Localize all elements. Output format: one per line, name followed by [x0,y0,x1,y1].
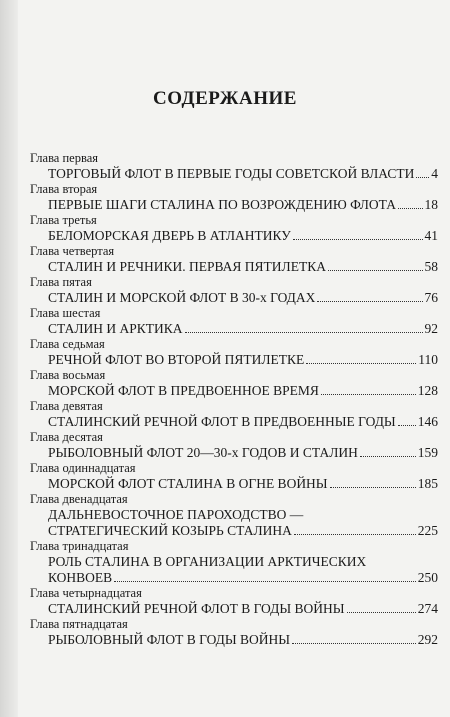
chapter-title: ПЕРВЫЕ ШАГИ СТАЛИНА ПО ВОЗРОЖДЕНИЮ ФЛОТА [48,197,396,212]
chapter-title: БЕЛОМОРСКАЯ ДВЕРЬ В АТЛАНТИКУ [48,228,291,243]
chapter-title-line [48,351,438,368]
page-number: 146 [417,414,438,429]
dot-leader [321,394,416,395]
page-number: 185 [417,476,438,491]
chapter-label: Глава четырнадцатая [30,586,142,600]
chapter-title-line [48,289,438,306]
toc-entry [30,151,440,182]
dot-leader [330,487,416,488]
toc-entry [30,492,440,539]
chapter-title: СТАЛИНСКИЙ РЕЧНОЙ ФЛОТ В ПРЕДВОЕННЫЕ ГОДЫ [48,414,396,429]
table-of-contents [30,151,440,648]
chapter-label: Глава тринадцатая [30,539,129,553]
chapter-title-line [48,320,438,337]
dot-leader [416,177,429,178]
chapter-title-line [48,523,438,539]
chapter-title-line [48,600,438,617]
chapter-title-line [48,570,438,586]
chapter-title: ДАЛЬНЕВОСТОЧНОЕ ПАРОХОДСТВО — [48,507,304,522]
chapter-title-line [48,227,438,244]
page-number: 274 [417,601,438,616]
chapter-title-line [48,475,438,492]
chapter-label: Глава третья [30,213,97,227]
chapter-title: РОЛЬ СТАЛИНА В ОРГАНИЗАЦИИ АРКТИЧЕСКИХ [48,554,367,569]
page-number: 128 [417,383,438,398]
chapter-title-line [48,444,438,461]
dot-leader [360,456,416,457]
dot-leader [317,301,422,302]
toc-entry [30,368,440,399]
chapter-label: Глава четвертая [30,244,115,258]
chapter-label: Глава седьмая [30,337,105,351]
page-number: 18 [424,197,438,212]
toc-entry [30,244,440,275]
toc-entry [30,461,440,492]
chapter-label: Глава шестая [30,306,101,320]
chapter-label: Глава двенадцатая [30,492,128,506]
chapter-title: СТАЛИН И АРКТИКА [48,321,183,336]
toc-entry [30,337,440,368]
toc-entry [30,399,440,430]
chapter-label: Глава вторая [30,182,98,196]
toc-entry [30,213,440,244]
dot-leader [292,643,416,644]
dot-leader [347,612,416,613]
chapter-title: РЫБОЛОВНЫЙ ФЛОТ В ГОДЫ ВОЙНЫ [48,632,291,647]
page-number: 4 [431,166,438,181]
chapter-title-line [48,553,438,570]
chapter-title: РЫБОЛОВНЫЙ ФЛОТ 20—30-х ГОДОВ И СТАЛИН [48,445,358,460]
toc-entry [30,275,440,306]
chapter-label: Глава десятая [30,430,103,444]
chapter-title-line [48,382,438,399]
dot-leader [114,581,416,582]
page-number: 58 [424,259,438,274]
chapter-title: КОНВОЕВ [48,570,113,585]
page-number: 250 [417,570,438,585]
chapter-title-line [48,413,438,430]
chapter-title: ТОРГОВЫЙ ФЛОТ В ПЕРВЫЕ ГОДЫ СОВЕТСКОЙ ВЛАСТИ [48,166,415,181]
toc-entry [30,430,440,461]
dot-leader [398,208,423,209]
dot-leader [185,332,423,333]
chapter-title: РЕЧНОЙ ФЛОТ ВО ВТОРОЙ ПЯТИЛЕТКЕ [48,352,305,367]
chapter-label: Глава первая [30,151,99,165]
chapter-title-line [48,258,438,275]
chapter-title: СТАЛИН И МОРСКОЙ ФЛОТ В 30-х ГОДАХ [48,290,316,305]
page-title: СОДЕРЖАНИЕ [153,88,297,109]
toc-entry [30,306,440,337]
toc-entry [30,182,440,213]
chapter-label: Глава девятая [30,399,103,413]
page-number: 76 [424,290,438,305]
chapter-title-line [48,196,438,213]
chapter-title: СТАЛИН И РЕЧНИКИ. ПЕРВАЯ ПЯТИЛЕТКА [48,259,326,274]
page-number: 292 [417,632,438,647]
chapter-label: Глава пятнадцатая [30,617,128,631]
toc-entry [30,586,440,617]
chapter-title-line [48,631,438,648]
toc-entry [30,539,440,586]
dot-leader [306,363,416,364]
page-number: 159 [417,445,438,460]
page-number: 110 [418,352,438,367]
chapter-title: СТРАТЕГИЧЕСКИЙ КОЗЫРЬ СТАЛИНА [48,523,292,538]
dot-leader [293,239,423,240]
dot-leader [398,425,416,426]
chapter-title-line [48,165,438,182]
dot-leader [328,270,423,271]
chapter-title: СТАЛИНСКИЙ РЕЧНОЙ ФЛОТ В ГОДЫ ВОЙНЫ [48,601,345,616]
page-number: 225 [417,523,438,538]
page-number: 92 [424,321,438,336]
toc-entry [30,617,440,648]
chapter-label: Глава восьмая [30,368,106,382]
dot-leader [294,534,416,535]
chapter-title: МОРСКОЙ ФЛОТ В ПРЕДВОЕННОЕ ВРЕМЯ [48,383,319,398]
chapter-label: Глава пятая [30,275,92,289]
page-number: 41 [424,228,438,243]
chapter-title: МОРСКОЙ ФЛОТ СТАЛИНА В ОГНЕ ВОЙНЫ [48,476,328,491]
chapter-label: Глава одиннадцатая [30,461,136,475]
chapter-title-line [48,506,438,523]
